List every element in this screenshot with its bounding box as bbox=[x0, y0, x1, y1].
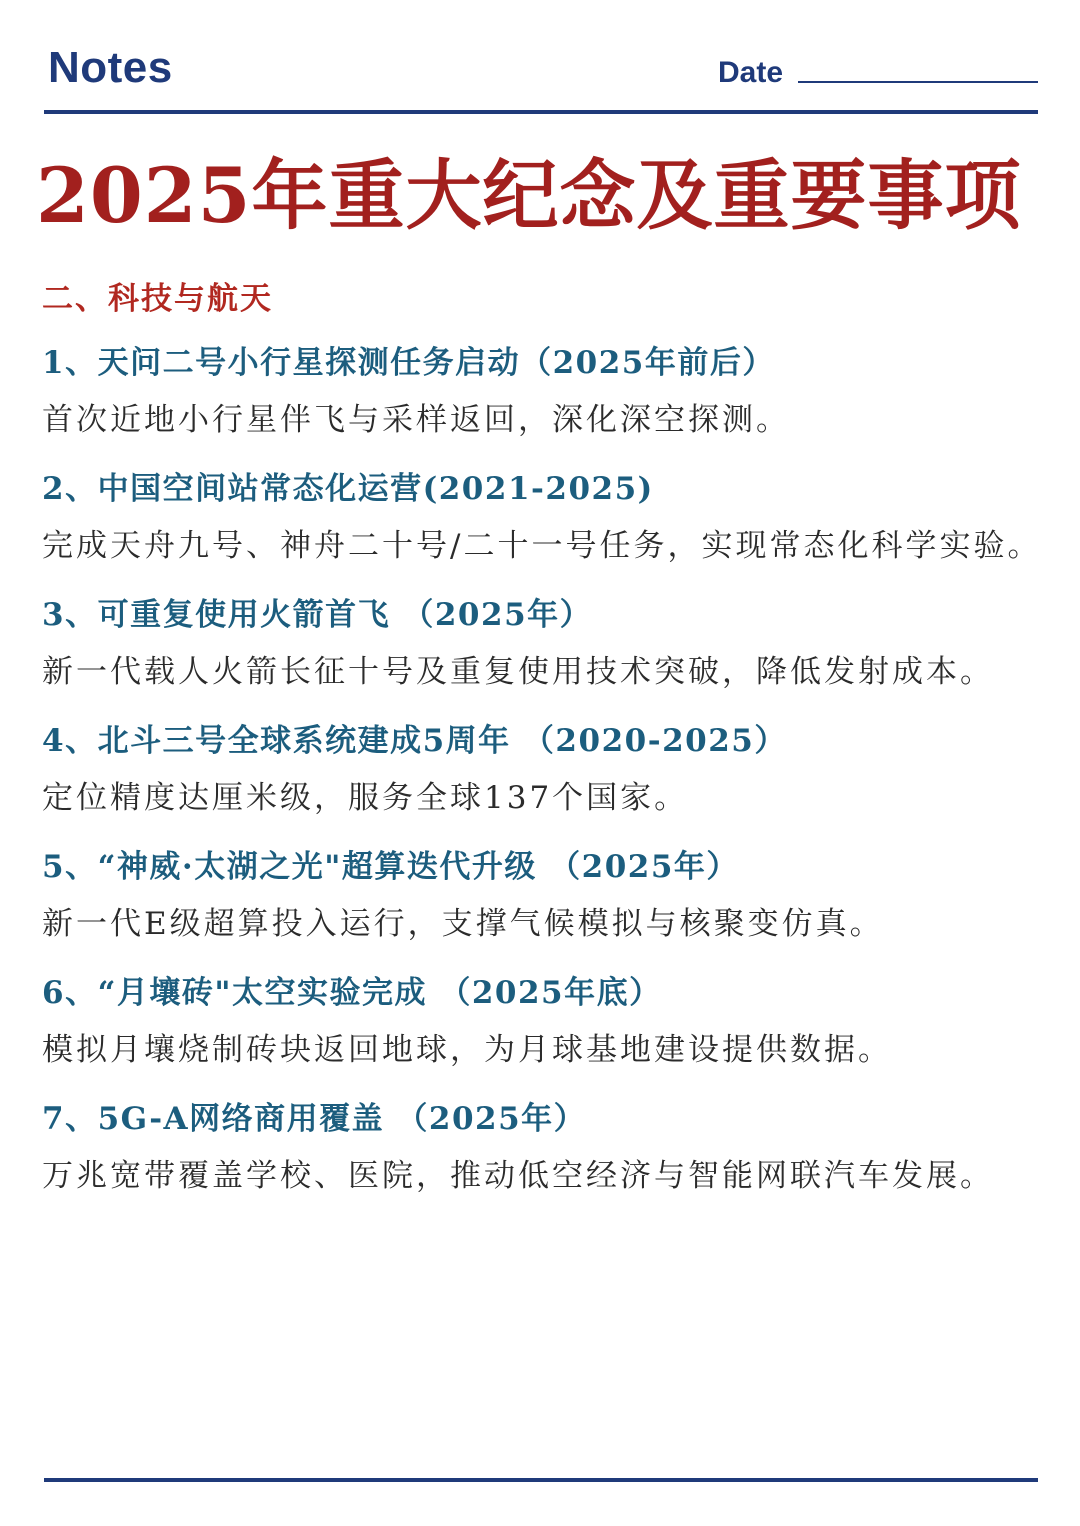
item-description: 完成天舟九号、神舟二十号/二十一号任务，实现常态化科学实验。 bbox=[42, 528, 1042, 564]
item-title: 4、北斗三号全球系统建成5周年 （2020-2025） bbox=[42, 723, 787, 759]
item-description: 模拟月壤烧制砖块返回地球，为月球基地建设提供数据。 bbox=[42, 1032, 892, 1068]
top-divider bbox=[44, 110, 1038, 114]
item-description: 万兆宽带覆盖学校、医院，推动低空经济与智能网联汽车发展。 bbox=[42, 1158, 994, 1194]
list-item bbox=[42, 1094, 1042, 1208]
item-description: 新一代载人火箭长征十号及重复使用技术突破，降低发射成本。 bbox=[42, 654, 994, 690]
date-input-line bbox=[798, 81, 1038, 83]
date-label: Date bbox=[718, 56, 784, 89]
item-title: 5、“神威·太湖之光"超算迭代升级 （2025年） bbox=[42, 849, 739, 885]
item-description: 新一代E级超算投入运行，支撑气候模拟与核聚变仿真。 bbox=[42, 906, 884, 942]
list-item bbox=[42, 590, 1042, 704]
list-item bbox=[42, 464, 1042, 578]
item-title: 3、可重复使用火箭首飞 （2025年） bbox=[42, 597, 593, 633]
page-title: 2025年重大纪念及重要事项 bbox=[36, 151, 1022, 240]
notes-label: Notes bbox=[48, 43, 173, 92]
list-item bbox=[42, 968, 1042, 1082]
item-description: 首次近地小行星伴飞与采样返回，深化深空探测。 bbox=[42, 402, 790, 438]
item-title: 2、中国空间站常态化运营(2021-2025) bbox=[42, 471, 654, 507]
item-description: 定位精度达厘米级，服务全球137个国家。 bbox=[42, 780, 689, 816]
list-item bbox=[42, 338, 1042, 452]
list-item bbox=[42, 716, 1042, 830]
section-heading: 二、科技与航天 bbox=[42, 281, 273, 317]
item-title: 1、天问二号小行星探测任务启动（2025年前后） bbox=[42, 345, 775, 381]
item-title: 6、“月壤砖"太空实验完成 （2025年底） bbox=[42, 975, 662, 1011]
bottom-divider bbox=[44, 1478, 1038, 1482]
item-title: 7、5G-A网络商用覆盖 （2025年） bbox=[42, 1101, 587, 1137]
notes-content bbox=[42, 274, 1042, 1220]
list-item bbox=[42, 842, 1042, 956]
